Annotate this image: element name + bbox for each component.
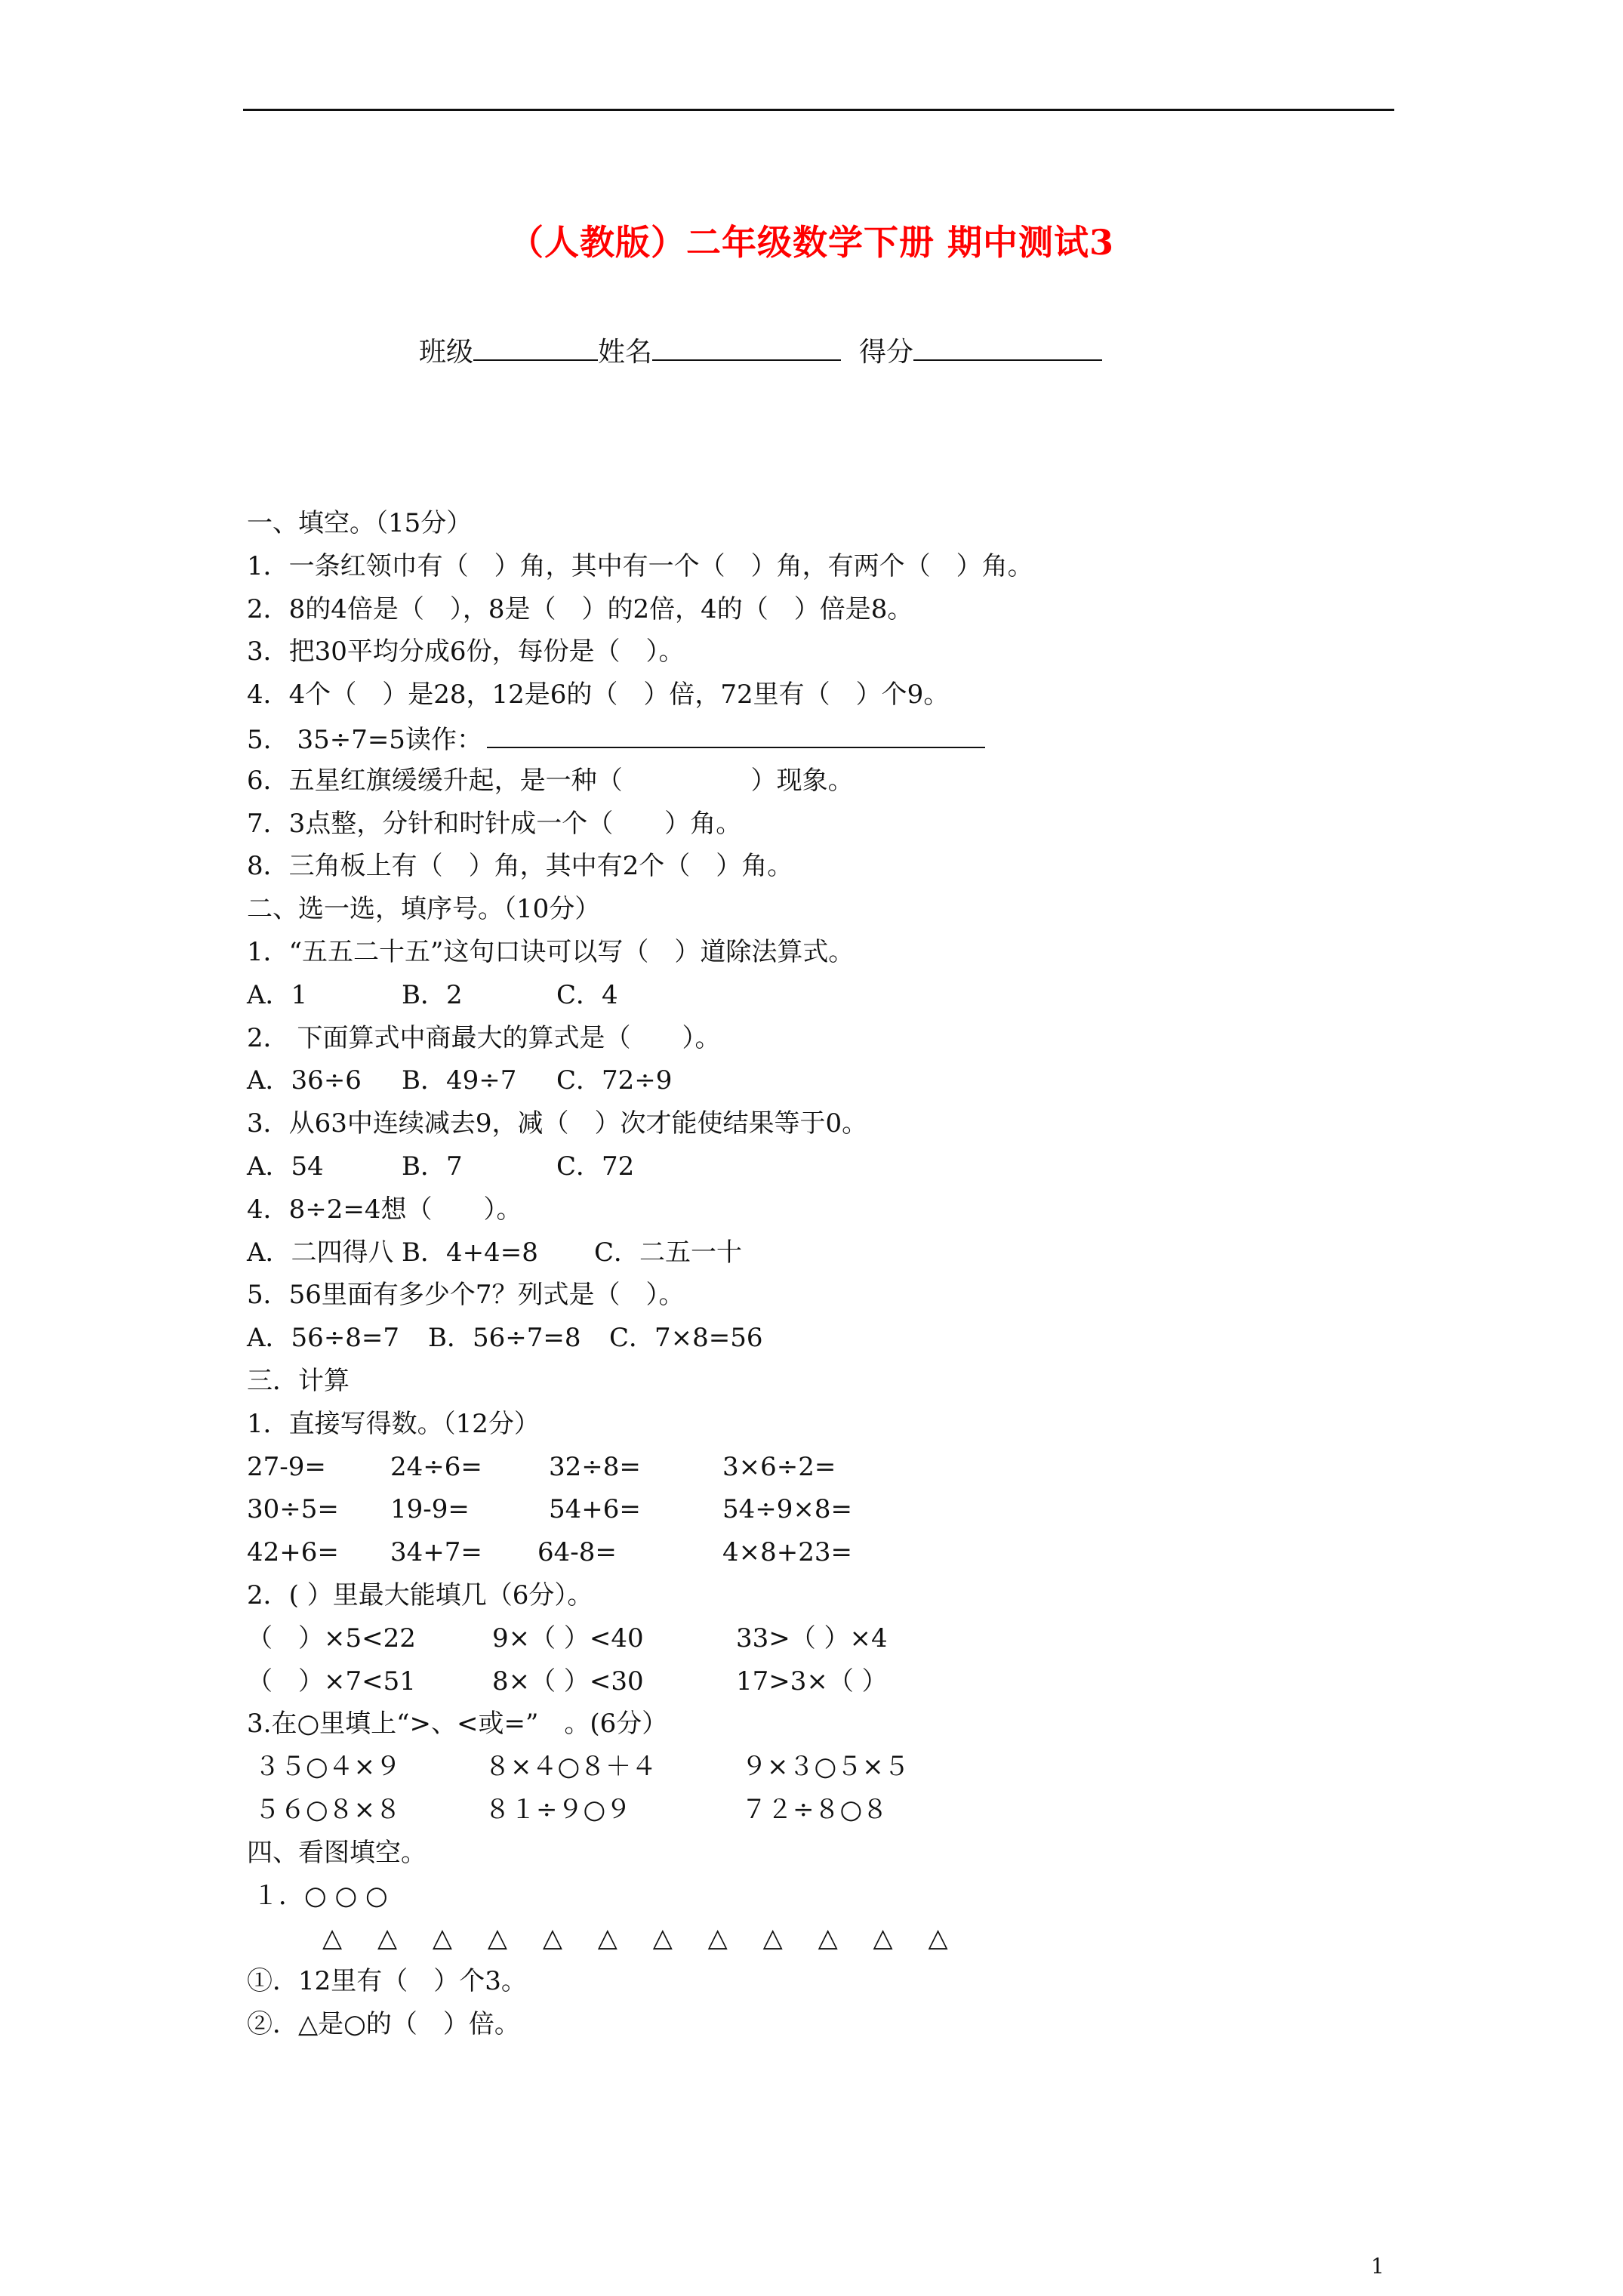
score-blank[interactable] [913,332,1102,361]
circles-text: １．○ ○ ○ [253,1880,388,1911]
calc-item: 42+6= [247,1537,339,1568]
section-1-heading: 一、填空。（15分） [247,508,473,538]
option-c: C．72÷9 [556,1065,673,1096]
compare-item: ９×３○５×５ [741,1752,910,1783]
s1-question-1: 1．一条红领巾有（ ）角，其中有一个（ ）角，有两个（ ）角。 [247,550,1033,581]
fill-item: 33>（ ）×4 [736,1623,888,1653]
s1-question-5-text: 5. 35÷7=5读作： [247,724,482,755]
option-b: B．7 [402,1151,463,1182]
fill-item: 8×（ ）<30 [492,1666,644,1697]
name-blank[interactable] [652,332,841,361]
calc-item: 24÷6= [390,1451,482,1482]
option-a: A．1 [247,979,308,1010]
calc-item: 3×6÷2= [722,1451,836,1482]
option-b: B．4+4=8 [402,1237,538,1268]
s1-question-2: 2．8的4倍是（ ），8是（ ）的2倍，4的（ ）倍是8。 [247,593,913,624]
s1-question-4: 4．4个（ ）是28，12是6的（ ）倍，72里有（ ）个9。 [247,680,950,710]
compare-item: ８１÷９○９ [485,1794,632,1825]
class-label: 班级 [419,337,474,368]
compare-item: ５６○８×８ [254,1794,402,1825]
fill-item: 17>3×（ ） [736,1666,888,1697]
option-a: A．56÷8=7 [247,1323,400,1354]
s3-sub-3: 3.在○里填上“>、<或=” 。(6分） [247,1709,668,1740]
s2-question-3: 3．从63中连续减去9，减（ ）次才能使结果等于0。 [247,1108,868,1139]
calc-row [247,1446,1424,1489]
calc-row [247,1531,1424,1574]
calc-item: 54+6= [549,1494,641,1525]
calc-item: 27-9= [247,1451,326,1482]
s4-question-1: ①．12里有（ ）个3。 [247,1966,527,1997]
calc-item: 4×8+23= [722,1537,852,1568]
option-a: A．36÷6 [247,1065,362,1096]
s3-sub-1: 1．直接写得数。（12分） [247,1408,540,1439]
option-a: A．二四得八 [247,1237,394,1268]
section-3-heading: 三．计算 [247,1365,350,1396]
option-c: C．7×8=56 [609,1323,763,1354]
s2-options-4 [247,1231,1424,1274]
calc-item: 54÷9×8= [722,1494,852,1525]
compare-item: ８×４○８＋４ [485,1752,658,1783]
fill-item: （ ）×5<22 [247,1623,416,1653]
option-b: B．49÷7 [402,1065,517,1096]
compare-row [247,1789,1424,1832]
s2-question-1: 1．“五五二十五”这句口诀可以写（ ）道除法算式。 [247,936,855,967]
s2-question-4: 4．8÷2=4想（ ）。 [247,1194,522,1225]
compare-item: ７２÷８○８ [741,1794,888,1825]
section-4-heading: 四、看图填空。 [247,1837,427,1868]
calc-row [247,1488,1424,1531]
s2-options-3 [247,1145,1424,1188]
calc-item: 30÷5= [247,1494,339,1525]
fill-item: 9×（ ）<40 [492,1623,644,1653]
header-rule [243,109,1394,111]
s1-question-5 [247,717,1424,760]
worksheet-body [247,502,1424,2046]
compare-item: ３５○４×９ [254,1752,402,1783]
s1-question-3: 3．把30平均分成6份，每份是（ ）。 [247,636,685,667]
option-c: C．二五一十 [594,1237,743,1268]
s1-question-8: 8．三角板上有（ ）角，其中有2个（ ）角。 [247,851,793,882]
triangles-text: △ △ △ △ △ △ △ △ △ △ △ △ [322,1923,962,1954]
s2-options-1 [247,974,1424,1017]
s2-options-5 [247,1317,1424,1360]
calc-item: 32÷8= [549,1451,641,1482]
s2-question-5: 5．56里面有多少个7？列式是（ ）。 [247,1280,685,1311]
triangles-row [247,1917,1424,1960]
page-number: 1 [1371,2254,1384,2279]
page-title: （人教版）二年级数学下册 期中测试3 [508,222,1115,263]
option-b: B．56÷7=8 [428,1323,581,1354]
option-a: A．54 [247,1151,324,1182]
student-info-line [419,331,1102,369]
calc-item: 34+7= [390,1537,482,1568]
calc-item: 64-8= [537,1537,617,1568]
name-label: 姓名 [598,337,653,368]
fill-row [247,1660,1424,1703]
fill-row [247,1617,1424,1660]
s2-options-2 [247,1059,1424,1102]
option-c: C．72 [556,1151,635,1182]
option-c: C．4 [556,979,618,1010]
answer-blank[interactable] [487,717,985,748]
fill-item: （ ）×7<51 [247,1666,416,1697]
s2-question-2: 2． 下面算式中商最大的算式是（ ）。 [247,1022,721,1053]
score-label: 得分 [859,337,914,368]
s1-question-7: 7．3点整，分针和时针成一个（ ）角。 [247,808,742,839]
class-blank[interactable] [473,332,598,361]
s1-question-6: 6．五星红旗缓缓升起，是一种（ ）现象。 [247,765,854,796]
s4-question-2: ②．△是○的（ ）倍。 [247,2008,520,2039]
s3-sub-2: 2．( ）里最大能填几（6分）。 [247,1579,593,1610]
compare-row [247,1746,1424,1789]
circles-row [247,1875,1424,1918]
calc-item: 19-9= [390,1494,470,1525]
section-2-heading: 二、选一选，填序号。（10分） [247,894,601,925]
option-b: B．2 [402,979,463,1010]
